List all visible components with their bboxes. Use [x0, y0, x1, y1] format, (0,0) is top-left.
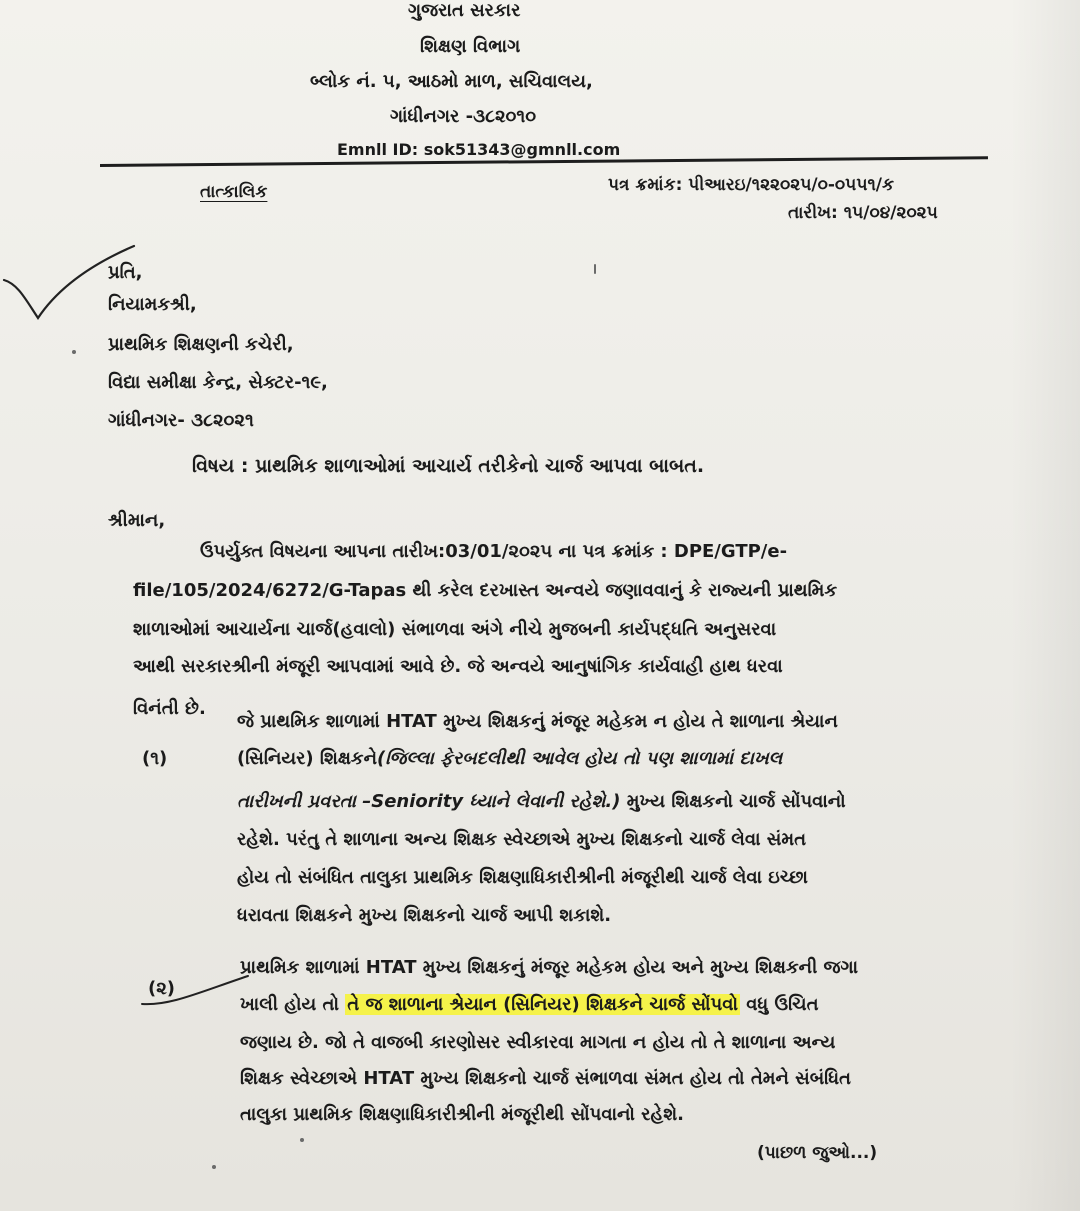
recipient-city: ગાંધીનગર- ૩૮૨૦૨૧ — [108, 410, 254, 431]
salutation: શ્રીમાન, — [108, 510, 166, 531]
letter-date: તારીખ: ૧૫/૦૪/૨૦૨૫ — [788, 203, 938, 223]
point-2-line: પ્રાથમિક શાળામાં HTAT મુખ્ય શિક્ષકનું મંજૂર મહેકમ હોય અને મુખ્ય શિક્ષકની જગા — [240, 957, 859, 978]
point-2-number: (૨) — [148, 978, 176, 999]
urgent-label: તાત્કાલિક — [200, 182, 268, 202]
reference-number: પત્ર ક્રમાંક: પીઆરઇ/૧૨૨૦૨૫/૦-૦૫૫૧/ક — [608, 175, 895, 195]
recipient-address: વિદ્યા સમીક્ષા કેન્દ્ર, સેક્ટર-૧૯, — [108, 372, 328, 393]
recipient-office: પ્રાથમિક શિક્ષણની કચેરી, — [108, 334, 294, 355]
paragraph-line: આથી સરકારશ્રીની મંજૂરી આપવામાં આવે છે. જે અન્વયે આનુષાંગિક કાર્યવાહી હાથ ધરવા — [133, 656, 783, 677]
scan-speck — [72, 350, 76, 354]
point-1-number: (૧) — [142, 748, 168, 769]
paragraph-line: ઉપર્યુક્ત વિષયના આપના તારીખ:03/01/૨૦૨૫ ના પત્ર ક્રમાંક : DPE/GTP/e- — [200, 541, 788, 562]
header-govt: ગુજરાત સરકાર — [408, 0, 521, 21]
header-city: ગાંધીનગર -૩૮૨૦૧૦ — [390, 106, 537, 127]
point-1-handnote: તારીખની પ્રવરતા –Seniority ધ્યાને લેવાની રહેશે.) — [237, 791, 621, 812]
point-1-line: હોય તો સંબંધિત તાલુકા પ્રાથમિક શિક્ષણાધિકારીશ્રીની મંજૂરીથી ચાર્જ લેવા ઇચ્છા — [237, 867, 808, 888]
letter-subject: વિષય : પ્રાથમિક શાળાઓમાં આચાર્ય તરીકેનો ચાર્જ આપવા બાબત. — [192, 455, 705, 477]
header-department: શિક્ષણ વિભાગ — [420, 36, 521, 57]
paragraph-line: file/105/2024/6272/G-Tapas થી કરેલ દરખાસ્ત અન્વયે જણાવવાનું કે રાજ્યની પ્રાથમિક — [133, 580, 838, 601]
point-1-line: ધરાવતા શિક્ષકને મુખ્ય શિક્ષકનો ચાર્જ આપી શકાશે. — [237, 905, 612, 926]
page-edge-shadow — [1010, 0, 1080, 1211]
paragraph-line: વિનંતી છે. — [133, 698, 206, 719]
point-1-text: (સિનિયર) શિક્ષકને — [237, 748, 378, 769]
point-2-line: જણાય છે. જો તે વાજબી કારણોસર સ્વીકારવા માગતા ન હોય તો તે શાળાના અન્ય — [240, 1032, 836, 1053]
point-1-handnote: (જિલ્લા ફેરબદલીથી આવેલ હોય તો પણ શાળામાં દાખલ — [377, 748, 783, 769]
scan-speck — [594, 264, 596, 274]
continued-note: (પાછળ જુઓ...) — [757, 1143, 878, 1163]
point-1-text: મુખ્ય શિક્ષકનો ચાર્જ સોંપવાનો — [620, 791, 846, 812]
header-email: Emnll ID: sok51343@gmnll.com — [337, 140, 621, 159]
point-2-text: ખાલી હોય તો — [240, 994, 346, 1015]
header-address: બ્લોક નં. ૫, આઠમો માળ, સચિવાલય, — [310, 71, 593, 92]
point-1-line — [237, 791, 846, 812]
point-2-text: વધુ ઉચિત — [739, 994, 819, 1015]
handwritten-tick-mark — [0, 240, 140, 330]
paragraph-line: શાળાઓમાં આચાર્યના ચાર્જ(હવાલો) સંભાળવા અંગે નીચે મુજબની કાર્યપદ્ધતિ અનુસરવા — [133, 619, 777, 640]
scan-speck — [300, 1138, 304, 1142]
recipient-title: નિયામકશ્રી, — [108, 294, 197, 315]
point-2-line: શિક્ષક સ્વેચ્છાએ HTAT મુખ્ય શિક્ષકનો ચાર્જ સંભાળવા સંમત હોય તો તેમને સંબંધિત — [240, 1068, 851, 1089]
scan-speck — [212, 1165, 216, 1169]
point-2-line — [240, 994, 819, 1015]
point-2-line: તાલુકા પ્રાથમિક શિક્ષણાધિકારીશ્રીની મંજૂરીથી સોંપવાનો રહેશે. — [240, 1104, 684, 1125]
recipient-prati: પ્રતિ, — [108, 262, 143, 283]
point-1-line: રહેશે. પરંતુ તે શાળાના અન્ય શિક્ષક સ્વેચ્છાએ મુખ્ય શિક્ષકનો ચાર્જ લેવા સંમત — [237, 829, 807, 850]
point-1-line — [237, 748, 782, 769]
highlighted-text: તે જ શાળાના શ્રેયાન (સિનિયર) શિક્ષકને ચાર્જ સોંપવો — [347, 994, 738, 1015]
point-1-line: જે પ્રાથમિક શાળામાં HTAT મુખ્ય શિક્ષકનું મંજૂર મહેકમ ન હોય તે શાળાના શ્રેયાન — [237, 711, 838, 732]
